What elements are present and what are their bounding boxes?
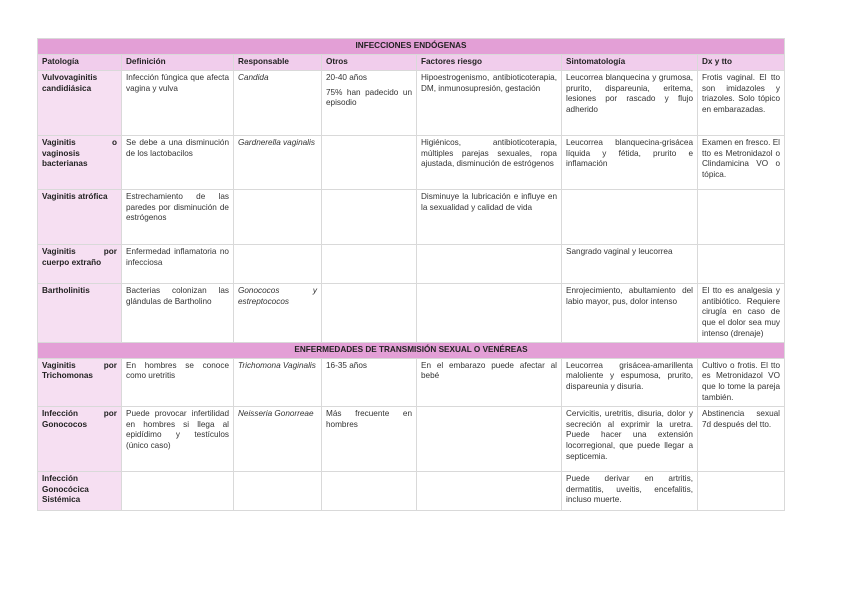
cell-dx xyxy=(698,245,785,284)
cell-responsable: Candida xyxy=(234,71,322,136)
section-title: INFECCIONES ENDÓGENAS xyxy=(38,39,785,55)
cell-sintomatologia: Leucorrea blanquecina y grumosa, prurito, dispareunia, eritema, lesiones por rascado y flujo adherido xyxy=(562,71,698,136)
table-row xyxy=(38,245,785,284)
otros-item: 75% han padecido un episodio xyxy=(326,87,412,108)
column-header: Definición xyxy=(122,54,234,71)
cell-factores xyxy=(417,284,562,343)
cell-factores: En el embarazo puede afectar al bebé xyxy=(417,358,562,406)
cell-otros xyxy=(322,245,417,284)
cell-sintomatologia: Leucorrea grisácea-amarillenta maloliente y espumosa, prurito, dispareunia y disuria. xyxy=(562,358,698,406)
table-row xyxy=(38,472,785,511)
cell-responsable: Gardnerella vaginalis xyxy=(234,136,322,190)
cell-sintomatologia xyxy=(562,190,698,245)
cell-responsable: Trichomona Vaginalis xyxy=(234,358,322,406)
cell-dx: El tto es analgesia y antibiótico. Requiere cirugía en caso de que el dolor sea muy intenso (drenaje) xyxy=(698,284,785,343)
cell-dx: Abstinencia sexual 7d después del tto. xyxy=(698,407,785,472)
cell-factores: Disminuye la lubricación e influye en la sexualidad y calidad de vida xyxy=(417,190,562,245)
cell-sintomatologia: Cervicitis, uretritis, disuria, dolor y secreción al exprimir la uretra. Puede hacer una extensión locorregional, que puede llegar a septicemia. xyxy=(562,407,698,472)
pathology-name: Vaginitis atrófica xyxy=(38,190,122,245)
pathology-table xyxy=(37,38,785,511)
cell-otros xyxy=(322,284,417,343)
column-header: Factores riesgo xyxy=(417,54,562,71)
cell-definicion: Se debe a una disminución de los lactobacilos xyxy=(122,136,234,190)
cell-dx xyxy=(698,472,785,511)
cell-responsable xyxy=(234,245,322,284)
otros-item: Más frecuente en hombres xyxy=(326,409,412,429)
section-title: ENFERMEDADES DE TRANSMISIÓN SEXUAL O VENÉREAS xyxy=(38,343,785,359)
cell-definicion: Puede provocar infertilidad en hombres si llega al epidídimo y testículos (único caso) xyxy=(122,407,234,472)
cell-responsable: Neisseria Gonorreae xyxy=(234,407,322,472)
table-row xyxy=(38,284,785,343)
section-header-row xyxy=(38,39,785,55)
table-body xyxy=(38,39,785,511)
cell-definicion: Estrechamiento de las paredes por disminución de estrógenos xyxy=(122,190,234,245)
cell-otros xyxy=(322,71,417,136)
pathology-name: Infección Gonocócica Sistémica xyxy=(38,472,122,511)
table-row xyxy=(38,190,785,245)
table-row xyxy=(38,358,785,406)
cell-factores xyxy=(417,472,562,511)
cell-definicion xyxy=(122,472,234,511)
cell-definicion: Enfermedad inflamatoria no infecciosa xyxy=(122,245,234,284)
cell-otros xyxy=(322,358,417,406)
cell-responsable: Gonococos y estreptococos xyxy=(234,284,322,343)
pathology-name: Vaginitis por Trichomonas xyxy=(38,358,122,406)
cell-dx: Examen en fresco. El tto es Metronidazol o Clindamicina VO o tópica. xyxy=(698,136,785,190)
cell-dx xyxy=(698,190,785,245)
cell-sintomatologia: Enrojecimiento, abultamiento del labio mayor, pus, dolor intenso xyxy=(562,284,698,343)
pathology-name: Bartholinitis xyxy=(38,284,122,343)
cell-responsable xyxy=(234,190,322,245)
column-header: Patología xyxy=(38,54,122,71)
cell-responsable xyxy=(234,472,322,511)
otros-item: 20-40 años xyxy=(326,73,367,83)
column-header-row xyxy=(38,54,785,71)
pathology-name: Vulvovaginitis candidiásica xyxy=(38,71,122,136)
cell-dx: Cultivo o frotis. El tto es Metronidazol VO que lo tome la pareja también. xyxy=(698,358,785,406)
pathology-name: Infección por Gonococos xyxy=(38,407,122,472)
cell-factores: Hipoestrogenismo, antibioticoterapia, DM, inmunosupresión, gestación xyxy=(417,71,562,136)
column-header: Responsable xyxy=(234,54,322,71)
cell-definicion: Infección fúngica que afecta vagina y vulva xyxy=(122,71,234,136)
pathology-name: Vaginitis o vaginosis bacterianas xyxy=(38,136,122,190)
cell-otros xyxy=(322,472,417,511)
cell-factores: Higiénicos, antibioticoterapia, múltiples parejas sexuales, ropa ajustada, disminución de estrógenos xyxy=(417,136,562,190)
cell-sintomatologia: Leucorrea blanquecina-grisácea líquida y fétida, prurito e inflamación xyxy=(562,136,698,190)
cell-definicion: Bacterias colonizan las glándulas de Bartholino xyxy=(122,284,234,343)
table-row xyxy=(38,71,785,136)
cell-dx: Frotis vaginal. El tto son imidazoles y triazoles. Solo tópico en embarazadas. xyxy=(698,71,785,136)
cell-factores xyxy=(417,245,562,284)
cell-definicion: En hombres se conoce como uretritis xyxy=(122,358,234,406)
cell-sintomatologia: Sangrado vaginal y leucorrea xyxy=(562,245,698,284)
cell-otros xyxy=(322,190,417,245)
column-header: Otros xyxy=(322,54,417,71)
cell-sintomatologia: Puede derivar en artritis, dermatitis, uveitis, encefalitis, incluso muerte. xyxy=(562,472,698,511)
cell-otros xyxy=(322,136,417,190)
table-row xyxy=(38,136,785,190)
table-row xyxy=(38,407,785,472)
otros-item: 16-35 años xyxy=(326,360,367,370)
column-header: Sintomatología xyxy=(562,54,698,71)
cell-factores xyxy=(417,407,562,472)
section-header-row xyxy=(38,343,785,359)
cell-otros xyxy=(322,407,417,472)
pathology-name: Vaginitis por cuerpo extraño xyxy=(38,245,122,284)
column-header: Dx y tto xyxy=(698,54,785,71)
